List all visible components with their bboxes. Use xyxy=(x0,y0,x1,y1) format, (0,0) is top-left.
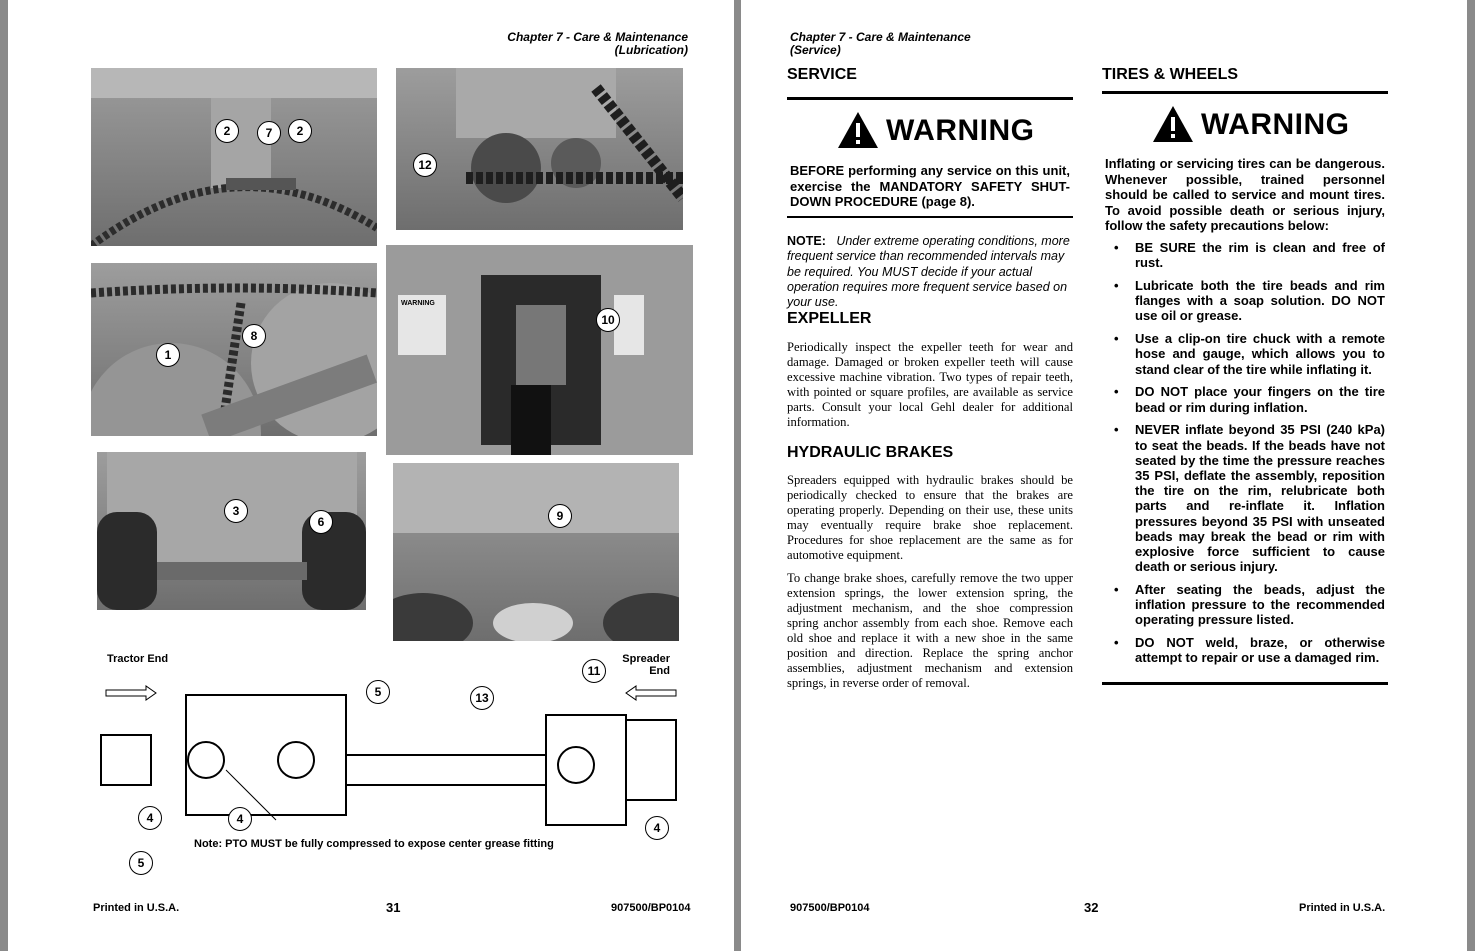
diagram-callout-4a: 4 xyxy=(138,806,162,830)
footer-code: 907500/BP0104 xyxy=(790,902,870,914)
callout-2: 2 xyxy=(215,119,239,143)
chapter-header: Chapter 7 - Care & Maintenance (Lubrication) xyxy=(507,30,688,57)
list-item: • DO NOT weld, braze, or otherwise attempt to repair or use a damaged rim. xyxy=(1105,635,1385,665)
diagram-callout-11: 11 xyxy=(582,659,606,683)
photo-chain-top xyxy=(91,68,377,246)
list-item: • After seating the beads, adjust the inflation pressure to the recommended operating pressure listed. xyxy=(1105,582,1385,628)
expeller-heading: EXPELLER xyxy=(787,310,872,327)
footer-printed: Printed in U.S.A. xyxy=(1299,902,1386,914)
callout-12: 12 xyxy=(413,153,437,177)
callout-10: 10 xyxy=(596,308,620,332)
list-item: • NEVER inflate beyond 35 PSI (240 kPa) to seat the beads. If the beads have not seated by the time the pressure reaches 35 PSI, deflate the assembly, reposition the tire on the rim, relubricate both parts and re-inflate it. Inflation pressures beyond 35 PSI with unseated beads may break the bead or rim with explosive force sufficient to cause death or serious injury. xyxy=(1105,422,1385,574)
brakes-text-2: To change brake shoes, carefully remove the two upper extension springs, the lower extension spring, the adjustment mechanism, and the shoe compression spring anchor assembly from each shoe. Remove each old shoe and replace it with a new shoe in the same position and direction. Replace the spring anchor assemblies, adjustment mechanism and extension springs, in reverse order of removal. xyxy=(787,571,1073,690)
callout-8: 8 xyxy=(242,324,266,348)
service-warning-text: BEFORE performing any service on this unit, exercise the MANDATORY SAFETY SHUT-DOWN PROCEDURE (page 8). xyxy=(790,163,1070,209)
page-31 xyxy=(8,0,734,951)
divider xyxy=(1102,682,1388,685)
diagram-callout-5: 5 xyxy=(366,680,390,704)
expeller-text: Periodically inspect the expeller teeth for wear and damage. Damaged or broken expeller teeth will cause excessive machine vibration. Two types of repair teeth, with pointed or square profiles, are available as service parts. Consult your local Gehl dealer for additional information. xyxy=(787,340,1073,429)
tires-warning-text: Inflating or servicing tires can be dangerous. Whenever possible, trained personnel should be called to service and mount tires. To avoid possible death or serious injury, follow the safety precautions below: xyxy=(1105,156,1385,233)
callout-7: 7 xyxy=(257,121,281,145)
pto-shaft-diagram xyxy=(96,660,696,850)
divider xyxy=(787,216,1073,218)
warning-triangle-icon xyxy=(1151,104,1195,144)
callout-6: 6 xyxy=(309,510,333,534)
list-item: • Use a clip-on tire chuck with a remote hose and gauge, which allows you to stand clear of the tire while inflating it. xyxy=(1105,331,1385,377)
brakes-heading: HYDRAULIC BRAKES xyxy=(787,444,954,461)
diagram-callout-4b: 4 xyxy=(228,807,252,831)
list-item: • Lubricate both the tire beads and rim flanges with a soap solution. DO NOT use oil or grease. xyxy=(1105,278,1385,324)
page-number: 31 xyxy=(386,900,401,915)
list-item: • BE SURE the rim is clean and free of rust. xyxy=(1105,240,1385,270)
diagram-callout-4c: 4 xyxy=(645,816,669,840)
page-number: 32 xyxy=(1084,900,1099,915)
tire-safety-list xyxy=(1105,240,1385,673)
callout-2b: 2 xyxy=(288,119,312,143)
callout-3: 3 xyxy=(224,499,248,523)
page-32 xyxy=(741,0,1467,951)
warning-decal: WARNING xyxy=(401,300,435,307)
list-item: • DO NOT place your fingers on the tire bead or rim during inflation. xyxy=(1105,384,1385,414)
diagram-note: Note: PTO MUST be fully compressed to expose center grease fitting xyxy=(194,838,554,850)
callout-1: 1 xyxy=(156,343,180,367)
photo-drive-sprocket xyxy=(396,68,683,230)
footer-code: 907500/BP0104 xyxy=(611,902,691,914)
warning-title: WARNING xyxy=(1201,108,1350,141)
chapter-header: Chapter 7 - Care & Maintenance (Service) xyxy=(790,30,971,57)
diagram-callout-13: 13 xyxy=(470,686,494,710)
warning-triangle-icon xyxy=(836,110,880,150)
tractor-end-label: Tractor End xyxy=(107,653,169,665)
divider xyxy=(787,97,1073,100)
spreader-end-label: Spreader End xyxy=(622,653,670,677)
service-note: NOTE: Under extreme operating conditions, more frequent service than recommended intervals may be required. You MUST decide if your actual operation requires more frequent service based on your use. xyxy=(787,234,1070,310)
tires-heading: TIRES & WHEELS xyxy=(1102,66,1239,83)
photo-rear-axle xyxy=(97,452,366,610)
divider xyxy=(1102,91,1388,94)
diagram-callout-5b: 5 xyxy=(129,851,153,875)
photo-gearbox-pto xyxy=(386,245,693,455)
warning-title: WARNING xyxy=(886,114,1035,147)
footer-printed: Printed in U.S.A. xyxy=(93,902,180,914)
callout-9: 9 xyxy=(548,504,572,528)
brakes-text-1: Spreaders equipped with hydraulic brakes should be periodically checked to ensure that the brakes are operating properly. Depending on their use, these units may eventually require brake shoe replacement. Procedures for shoe replacement are the same as for automotive equipment. xyxy=(787,473,1073,562)
photo-idler-chain xyxy=(91,263,377,436)
photo-underside xyxy=(393,463,679,641)
service-heading: SERVICE xyxy=(787,66,857,83)
